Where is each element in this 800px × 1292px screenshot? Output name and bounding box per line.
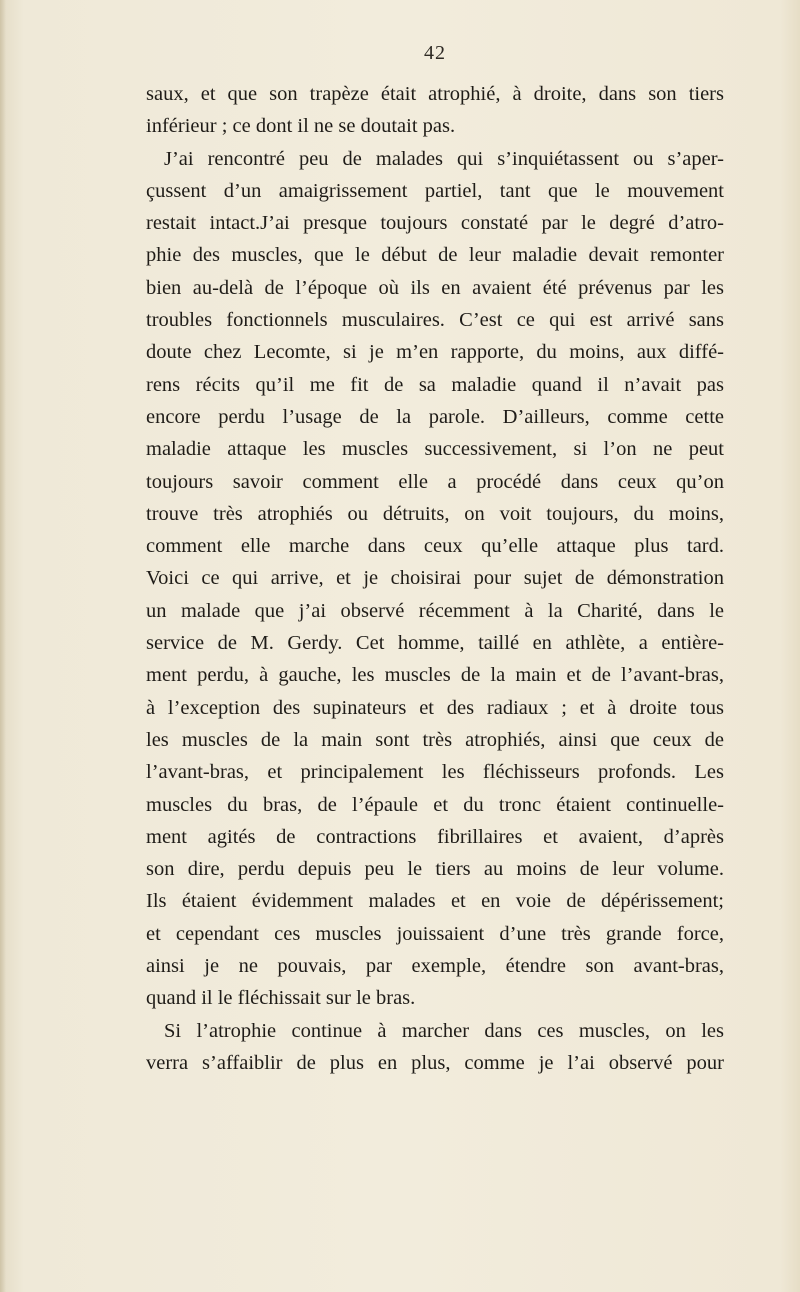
text-line: phie des muscles, que le début de leur maladie devait remonter [146, 244, 724, 267]
text-line: muscles du bras, de l’épaule et du tronc étaient continuelle- [146, 793, 724, 816]
text-line: Si l’atrophie continue à marcher dans ces muscles, on les [164, 1019, 724, 1042]
text-line: rens récits qu’il me fit de sa maladie quand il n’avait pas [146, 373, 724, 396]
text-line: restait intact.J’ai presque toujours constaté par le degré d’atro- [146, 212, 724, 235]
text-line: service de M. Gerdy. Cet homme, taillé en athlète, a entière- [146, 632, 724, 655]
text-line: doute chez Lecomte, si je m’en rapporte, du moins, aux diffé- [146, 341, 724, 364]
text-line: ment agités de contractions fibrillaires et avaient, d’après [146, 825, 724, 848]
text-line: toujours savoir comment elle a procédé dans ceux qu’on [146, 470, 724, 493]
page-number: 42 [424, 42, 446, 64]
text-line: maladie attaque les muscles successivement, si l’on ne peut [146, 438, 724, 461]
text-line: troubles fonctionnels musculaires. C’est ce qui est arrivé sans [146, 309, 724, 332]
text-line: trouve très atrophiés ou détruits, on voit toujours, du moins, [146, 502, 724, 525]
text-line: saux, et que son trapèze était atrophié, à droite, dans son tiers [146, 83, 724, 105]
text-line: inférieur ; ce dont il ne se doutait pas. [146, 115, 456, 138]
text-line: un malade que j’ai observé récemment à la Charité, dans le [146, 599, 724, 622]
text-line: Ils étaient évidemment malades et en voie de dépérissement; [146, 890, 724, 913]
page-binding-shadow [0, 0, 6, 1292]
text-line: ment perdu, à gauche, les muscles de la main et de l’avant-bras, [146, 664, 724, 687]
text-line: comment elle marche dans ceux qu’elle attaque plus tard. [146, 535, 724, 558]
text-line: bien au-delà de l’époque où ils en avaient été prévenus par les [146, 276, 724, 299]
text-line: J’ai rencontré peu de malades qui s’inquiétassent ou s’aper- [164, 147, 724, 170]
text-line: et cependant ces muscles jouissaient d’une très grande force, [146, 922, 724, 945]
text-line: encore perdu l’usage de la parole. D’ailleurs, comme cette [146, 405, 724, 428]
text-line: Voici ce qui arrive, et je choisirai pour sujet de démonstration [146, 567, 724, 590]
text-line: ainsi je ne pouvais, par exemple, étendre son avant-bras, [146, 955, 724, 978]
text-line: quand il le fléchissait sur le bras. [146, 987, 416, 1010]
text-line: à l’exception des supinateurs et des radiaux ; et à droite tous [146, 696, 724, 719]
text-line: l’avant-bras, et principalement les fléchisseurs profonds. Les [146, 761, 724, 784]
body-text [146, 78, 724, 1079]
text-line: çussent d’un amaigrissement partiel, tant que le mouvement [146, 179, 724, 202]
text-line: son dire, perdu depuis peu le tiers au moins de leur volume. [146, 858, 724, 881]
text-line: verra s’affaiblir de plus en plus, comme je l’ai observé pour [146, 1051, 724, 1074]
text-line: les muscles de la main sont très atrophiés, ainsi que ceux de [146, 728, 724, 751]
